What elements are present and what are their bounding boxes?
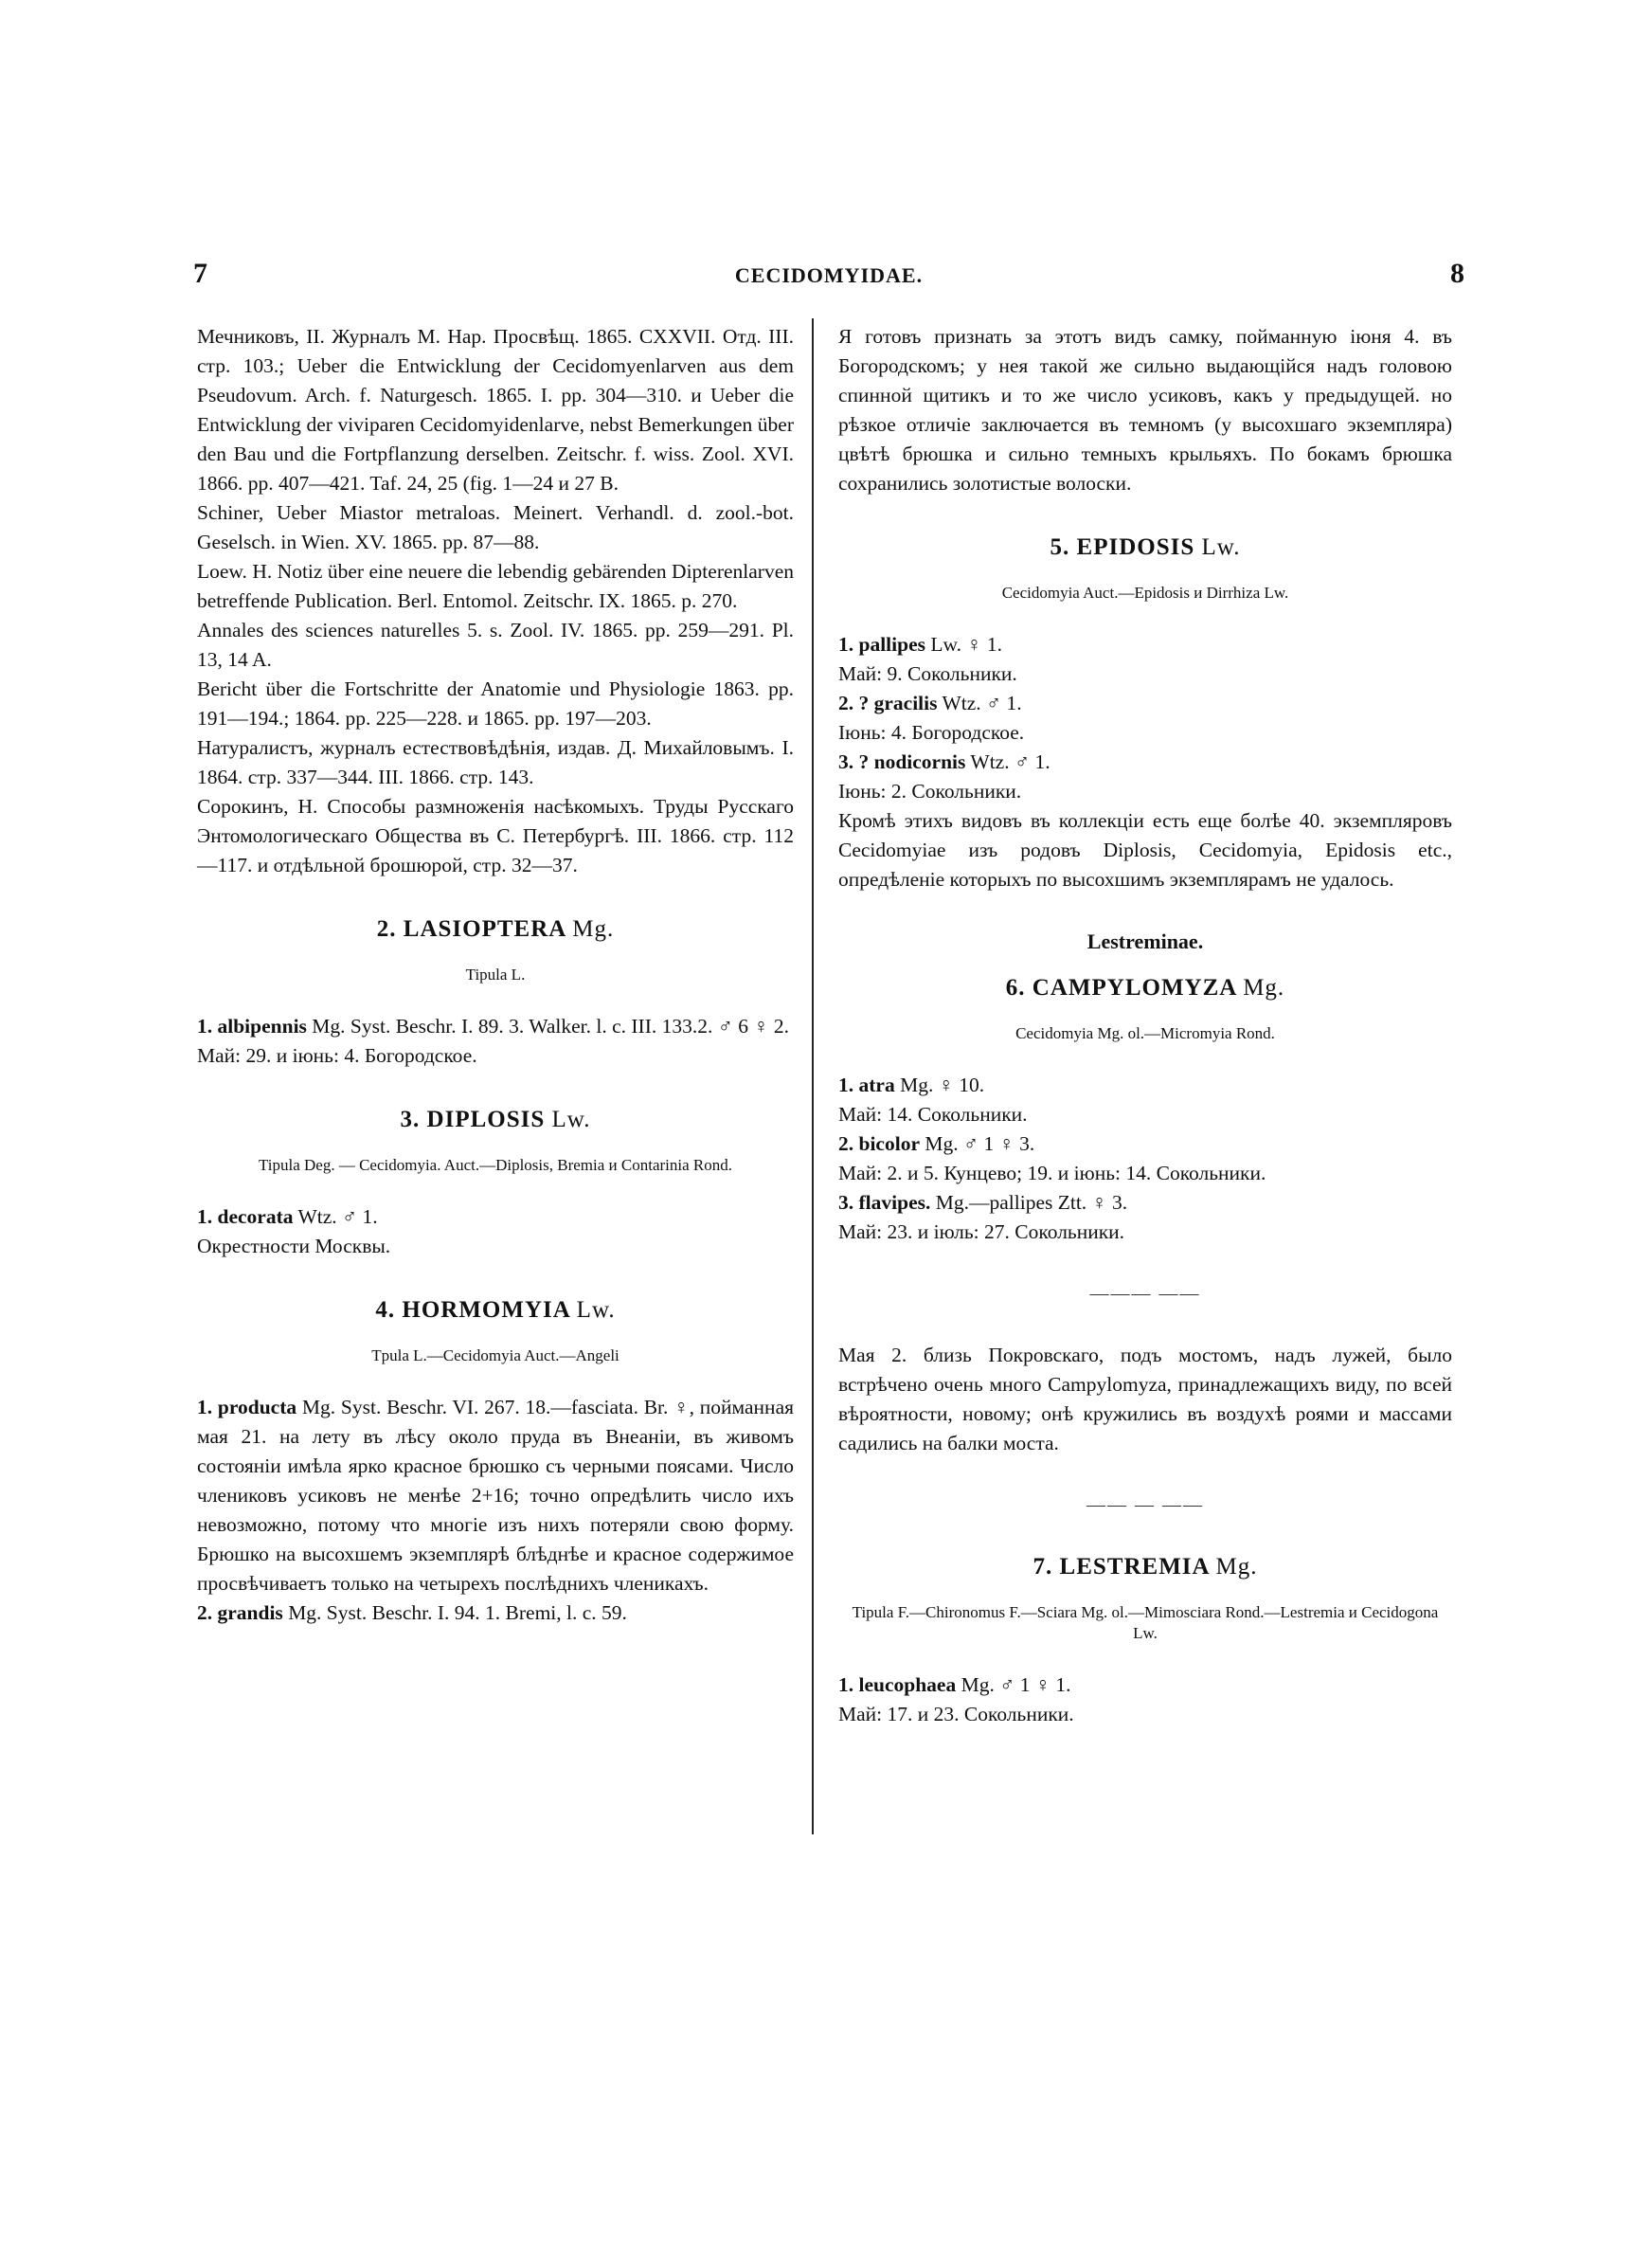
genus-author: Lw.: [576, 1297, 616, 1323]
species-name: 2. grandis: [197, 1601, 283, 1624]
species-entry: [838, 1188, 1452, 1218]
genus-heading: [197, 914, 794, 944]
species-citation: Mg. Syst. Beschr. I. 89. 3. Walker. l. c. III. 133.2. ♂ 6 ♀ 2.: [312, 1015, 789, 1038]
genus-synonymy: Cecidomyia Auct.—Epidosis и Dirrhiza Lw.: [1001, 584, 1289, 602]
species-citation: Mg. ♂ 1 ♀ 1.: [961, 1673, 1071, 1696]
species-citation: Mg. ♂ 1 ♀ 3.: [925, 1132, 1035, 1155]
reference-entry: Schiner, Ueber Miastor metraloas. Meinert. Verhandl. d. zool.-bot. Geselsch. in Wien. XV. 1865. pp. 87—88.: [197, 501, 794, 553]
species-description: Mg. Syst. Beschr. VI. 267. 18.—fasciata. Br. ♀, пойманная мая 21. на лету въ лѣсу около пруда въ Внеаніи, въ живомъ состояніи имѣла ярко красное брюшко съ черными поясами. Число члениковъ усиковъ не менѣе 2+16; точно опредѣлить число ихъ невозможно, потому что многіе изъ нихъ потеряли свою форму. Брюшко на высохшемъ экземплярѣ блѣднѣе и красное содержимое просвѣчиваетъ только на четырехъ послѣднихъ членикахъ.: [197, 1396, 794, 1595]
reference-entry: Loew. H. Notiz über eine neuere die lebendig gebärenden Dipterenlarven betreffende Publication. Berl. Entomol. Zeitschr. IX. 1865. p. 270.: [197, 560, 794, 612]
genus-synonymy: Tipula L.: [465, 966, 526, 984]
continued-note: Я готовъ признать за этотъ видъ самку, пойманную іюня 4. въ Богородскомъ; у нея такой же сильно выдающійся надъ головою спинной щитикъ и то же число усиковъ, какъ у предыдущей. но рѣзкое отличіе заключается въ темномъ (у высохшаго экземпляра) цвѣтѣ брюшка и сильно темныхъ крыльяхъ. По бокамъ брюшка сохранились золотистые волоски.: [838, 325, 1452, 495]
species-entry: [197, 1012, 794, 1041]
species-citation: Mg. Syst. Beschr. I. 94. 1. Bremi, l. c. 59.: [288, 1601, 627, 1624]
genus-heading: [197, 1295, 794, 1325]
genus-heading: [838, 533, 1452, 562]
genus-heading: [197, 1105, 794, 1134]
species-locality: Май: 14. Сокольники.: [838, 1103, 1028, 1126]
species-citation: Wtz. ♂ 1.: [297, 1205, 378, 1228]
genus-author: Lw.: [1201, 534, 1241, 560]
genus-author: Mg.: [1215, 1554, 1258, 1580]
species-entry: [838, 1129, 1452, 1159]
species-locality: Май: 17. и 23. Сокольники.: [838, 1703, 1074, 1725]
species-name: 1. leucophaea: [838, 1673, 957, 1696]
genus-synonymy: Tpula L.—Cecidomyia Auct.—Angeli: [371, 1346, 620, 1364]
field-note: Мая 2. близь Покровскаго, подъ мостомъ, надъ лужей, было встрѣчено очень много Campylomyza, принадлежащихъ виду, по всей вѣроятности, новому; онѣ кружились въ воздухѣ роями и массами садились на балки моста.: [838, 1344, 1452, 1454]
reference-entry: Мечниковъ, II. Журналъ М. Нар. Просвѣщ. 1865. CXXVII. Отд. III. стр. 103.; Ueber die Entwicklung der Cecidomyenlarven aus dem Pseudovum. Arch. f. Naturgesch. 1865. I. pp. 304—310. и Ueber die Entwicklung der viviparen Cecidomyidenlarve, nebst Bemerkungen über den Bau und die Fortpflanzung derselben. Zeitschr. f. wiss. Zool. XVI. 1866. pp. 407—421. Taf. 24, 25 (fig. 1—24 и 27 B.: [197, 325, 794, 495]
page-number-right: 8: [1450, 258, 1464, 289]
genus-heading: [838, 1552, 1452, 1581]
species-citation: Wtz. ♂ 1.: [970, 750, 1050, 773]
species-entry: [197, 1393, 794, 1598]
species-locality: Май: 2. и 5. Кунцево; 19. и іюнь: 14. Сокольники.: [838, 1162, 1266, 1184]
genus-synonymy: Tipula F.—Chironomus F.—Sciara Mg. ol.—Mimosciara Rond.—Lestremia и Cecidogona Lw.: [852, 1603, 1439, 1642]
running-head: [189, 258, 1468, 296]
species-locality: Май: 9. Сокольники.: [838, 662, 1017, 685]
species-locality: Май: 29. и іюнь: 4. Богородское.: [197, 1044, 477, 1067]
species-entry: [838, 1071, 1452, 1100]
species-entry: [838, 1670, 1452, 1700]
subfamily-heading: Lestreminae.: [1086, 930, 1204, 953]
species-name: 1. decorata: [197, 1205, 294, 1228]
species-name: 1. atra: [838, 1074, 895, 1096]
left-column: [197, 322, 794, 1628]
genus-author: Mg.: [572, 916, 615, 942]
species-entry: [197, 1202, 794, 1232]
species-name: 1. albipennis: [197, 1015, 307, 1038]
species-entry: [838, 689, 1452, 718]
genus-author: Lw.: [551, 1107, 591, 1132]
genus-name: 6. CAMPYLOMYZA: [1005, 975, 1236, 1001]
reference-entry: Сорокинъ, Н. Способы размноженія насѣкомыхъ. Труды Русскаго Энтомологическаго Общества въ С. Петербургѣ. III. 1866. стр. 112—117. и отдѣльной брошюрой, стр. 32—37.: [197, 795, 794, 876]
species-citation: Mg.—pallipes Ztt. ♀ 3.: [935, 1191, 1128, 1214]
column-divider: [812, 318, 814, 1834]
genus-synonymy: Tipula Deg. — Cecidomyia. Auct.—Diplosis, Bremia и Contarinia Rond.: [258, 1156, 732, 1174]
species-name: 1. pallipes: [838, 633, 925, 656]
page-number-left: 7: [193, 258, 207, 289]
species-entry: [197, 1598, 794, 1628]
species-citation: Wtz. ♂ 1.: [942, 692, 1022, 714]
genus-name: 4. HORMOMYIA: [375, 1297, 570, 1323]
species-name: 2. bicolor: [838, 1132, 920, 1155]
right-column: [838, 322, 1452, 1729]
genus-name: 5. EPIDOSIS: [1050, 534, 1195, 560]
species-name: 2. ? gracilis: [838, 692, 938, 714]
genus-author: Mg.: [1243, 975, 1285, 1001]
genus-name: 2. LASIOPTERA: [376, 916, 566, 942]
species-name: 3. ? nodicornis: [838, 750, 966, 773]
section-separator: —— — ——: [1086, 1494, 1204, 1515]
genus-heading: [838, 973, 1452, 1002]
species-locality: Май: 23. и іюль: 27. Сокольники.: [838, 1220, 1125, 1243]
reference-entry: Annales des sciences naturelles 5. s. Zool. IV. 1865. pp. 259—291. Pl. 13, 14 A.: [197, 619, 794, 671]
species-citation: Mg. ♀ 10.: [900, 1074, 985, 1096]
genus-note: Кромѣ этихъ видовъ въ коллекціи есть еще болѣе 40. экземпляровъ Cecidomyiae изъ родовъ Diplosis, Cecidomyia, Epidosis etc., опредѣленіе которыхъ по высохшимъ экземплярамъ не удалось.: [838, 809, 1452, 891]
section-separator: ——— ——: [1089, 1283, 1201, 1304]
reference-entry: Bericht über die Fortschritte der Anatomie und Physiologie 1863. pp. 191—194.; 1864. pp. 225—228. и 1865. pp. 197—203.: [197, 677, 794, 730]
genus-name: 3. DIPLOSIS: [400, 1107, 546, 1132]
species-citation: Lw. ♀ 1.: [930, 633, 1003, 656]
species-locality: Окрестности Москвы.: [197, 1235, 391, 1257]
reference-entry: Натуралистъ, журналъ естествовѣдѣнія, издав. Д. Михайловымъ. I. 1864. стр. 337—344. III. 1866. стр. 143.: [197, 736, 794, 788]
species-locality: Іюнь: 4. Богородское.: [838, 721, 1025, 744]
genus-synonymy: Cecidomyia Mg. ol.—Micromyia Rond.: [1015, 1024, 1275, 1042]
species-name: 3. flavipes.: [838, 1191, 931, 1214]
species-entry: [838, 630, 1452, 659]
running-title: CECIDOMYIDAE.: [734, 263, 924, 287]
species-entry: [838, 748, 1452, 777]
genus-name: 7. LESTREMIA: [1032, 1554, 1210, 1580]
species-locality: Іюнь: 2. Сокольники.: [838, 780, 1022, 803]
species-name: 1. producta: [197, 1396, 297, 1418]
